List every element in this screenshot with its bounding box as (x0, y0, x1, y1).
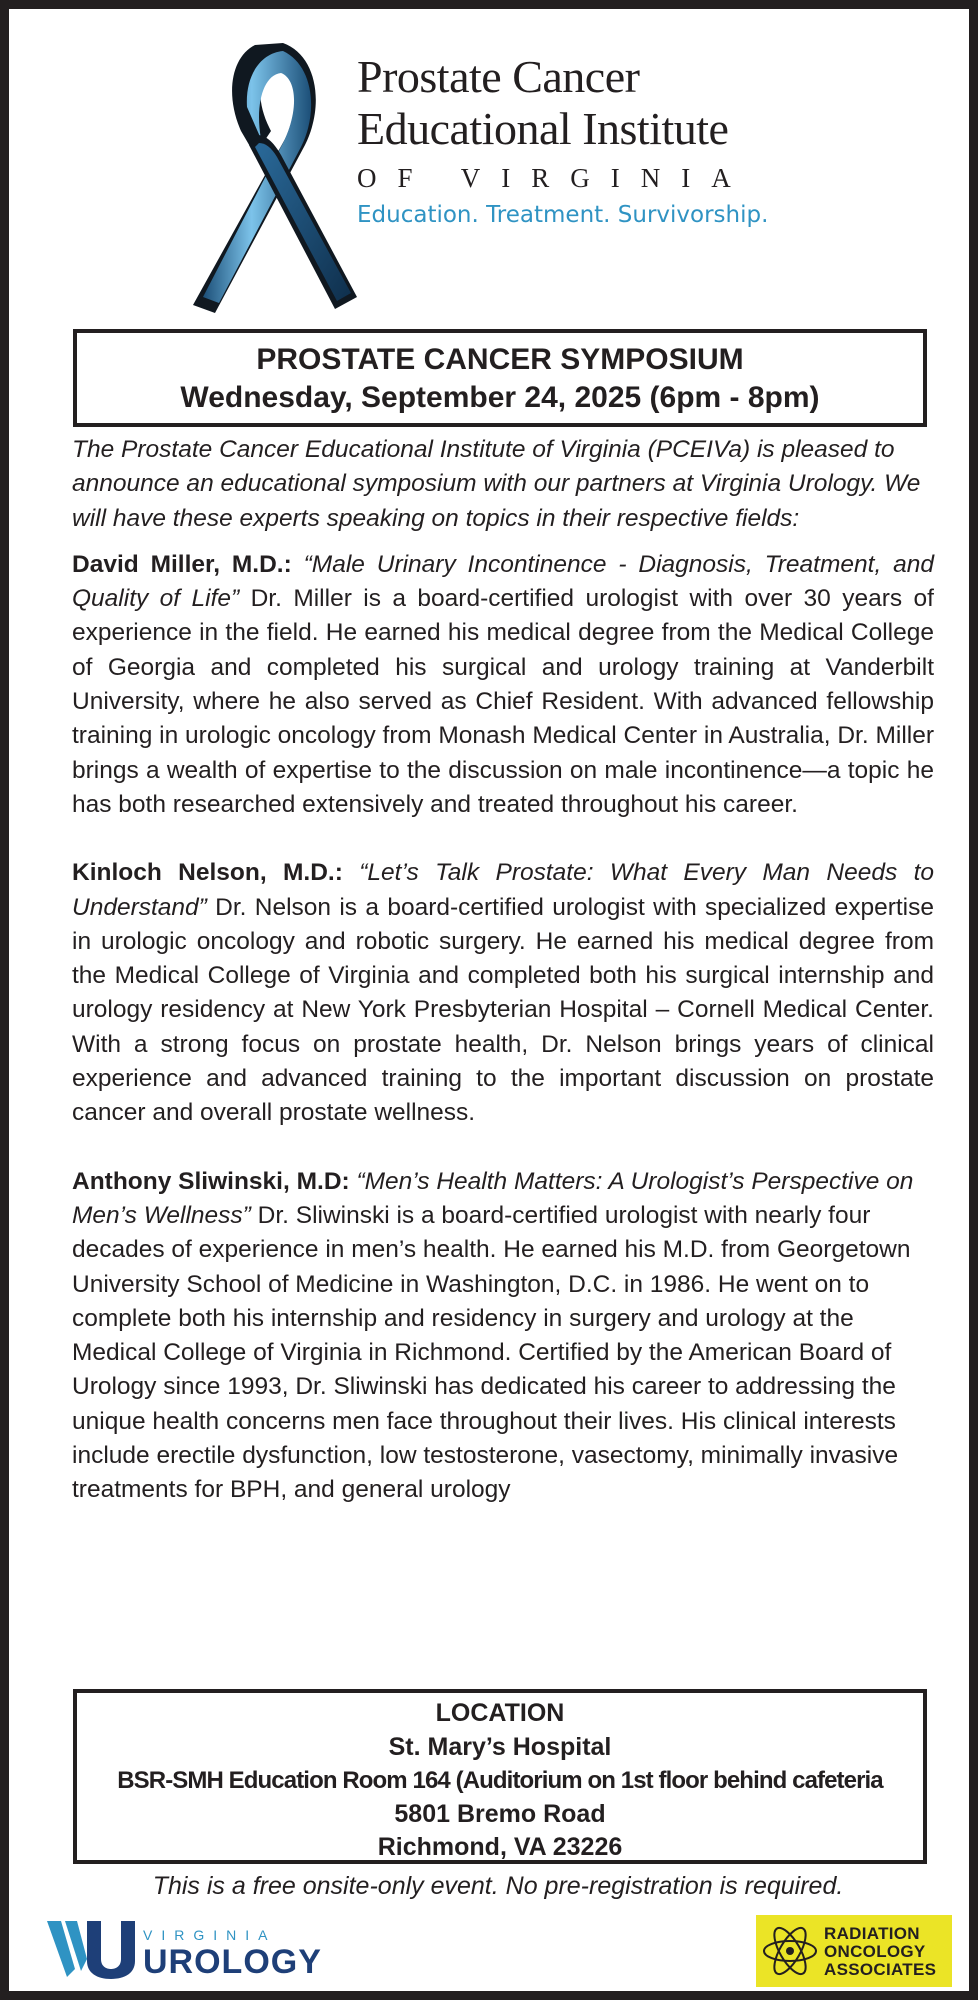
roa-logo-text (824, 1925, 936, 1979)
speaker-bio: Dr. Sliwinski is a board-certified urologist with nearly four decades of experience in men’s health. He earned his M.D. from Georgetown University School of Medicine in Washington, D.C. in 1986. He went on to complete both his internship and residency in surgery and urology at the Medical College of Virginia in Richmond. Certified by the American Board of Urology since 1993, Dr. Sliwinski has dedicated his career to addressing the unique health concerns men face throughout their lives. His clinical interests include erectile dysfunction, low testosterone, vasectomy, minimally invasive treatments for BPH, and general urology (72, 1201, 911, 1504)
event-title: PROSTATE CANCER SYMPOSIUM (256, 343, 744, 376)
intro-paragraph: The Prostate Cancer Educational Institute of Virginia (PCEIVa) is pleased to announce an educational symposium with our partners at Virginia Urology. We will have these experts speaking on topics in their respective fields: (72, 436, 921, 532)
speaker-talk-title: “Let’s Talk Prostate: What Every Man Needs to Understand” (72, 859, 935, 921)
location-room: BSR-SMH Education Room 164 (Auditorium on 1st floor behind cafeteria (117, 1767, 883, 1794)
virginia-urology-logo (47, 1917, 347, 1981)
roa-line2: ONCOLOGY (824, 1942, 926, 1961)
org-name (357, 51, 768, 228)
vu-logo-small-text: VIRGINIA (143, 1927, 277, 1943)
event-datetime: Wednesday, September 24, 2025 (6pm - 8pm) (180, 381, 820, 414)
awareness-ribbon-icon (185, 35, 361, 315)
speaker-entry (72, 1165, 934, 1508)
org-name-line2: Educational Institute (357, 103, 729, 154)
speaker-talk-title: “Male Urinary Incontinence - Diagnosis, Treatment, and Quality of Life” (72, 550, 934, 613)
location-street: 5801 Bremo Road (394, 1799, 606, 1828)
speaker-name: Anthony Sliwinski, M.D: (72, 1167, 350, 1195)
location-city: Richmond, VA 23226 (377, 1833, 623, 1861)
registration-note: This is a free onsite-only event. No pre-registration is required. (152, 1872, 844, 1900)
speaker-bio: Dr. Miller is a board-certified urologist with over 30 years of experience in the field. He earned his medical degree from the Medical College of Georgia and completed his surgical and urology training at Vanderbilt University, where he also served as Chief Resident. With advanced fellowship training in urologic oncology from Monash Medical Center in Australia, Dr. Miller brings a wealth of expertise to the discussion on male incontinence—a topic he has both researched extensively and treated throughout his career. (72, 585, 934, 818)
header (9, 9, 978, 319)
virginia-urology-logo-icon (47, 1919, 137, 1979)
speaker-name: David Miller, M.D.: (72, 550, 292, 578)
org-tagline: Education. Treatment. Survivorship. (357, 202, 769, 228)
org-name-line3: OF VIRGINIA (357, 163, 752, 193)
main-content (72, 433, 934, 1508)
vu-logo-big-text: UROLOGY (143, 1943, 322, 1981)
roa-line3: ASSOCIATES (824, 1960, 937, 1979)
event-title-box (73, 329, 927, 427)
roa-line1: RADIATION (824, 1924, 920, 1943)
speaker-bio: Dr. Nelson is a board-certified urologist with specialized expertise in urologic oncology and robotic surgery. He earned his medical degree from the Medical College of Virginia and completed both his surgical internship and urology residency at New York Presbyterian Hospital – Cornell Medical Center. With a strong focus on prostate health, Dr. Nelson brings years of clinical experience and advanced training to the important discussion on prostate cancer and overall prostate wellness. (72, 893, 934, 1127)
speaker-talk-title: “Men’s Health Matters: A Urologist’s Perspective on Men’s Wellness” (72, 1167, 914, 1229)
speaker-entry (72, 548, 934, 822)
org-name-line1: Prostate Cancer (357, 51, 640, 102)
location-box (73, 1689, 927, 1864)
speaker-entry (72, 856, 934, 1130)
atom-icon (760, 1921, 820, 1981)
location-venue: St. Mary’s Hospital (388, 1732, 612, 1761)
radiation-oncology-logo (756, 1915, 952, 1987)
location-heading: LOCATION (435, 1699, 565, 1727)
speaker-name: Kinloch Nelson, M.D.: (72, 859, 343, 887)
